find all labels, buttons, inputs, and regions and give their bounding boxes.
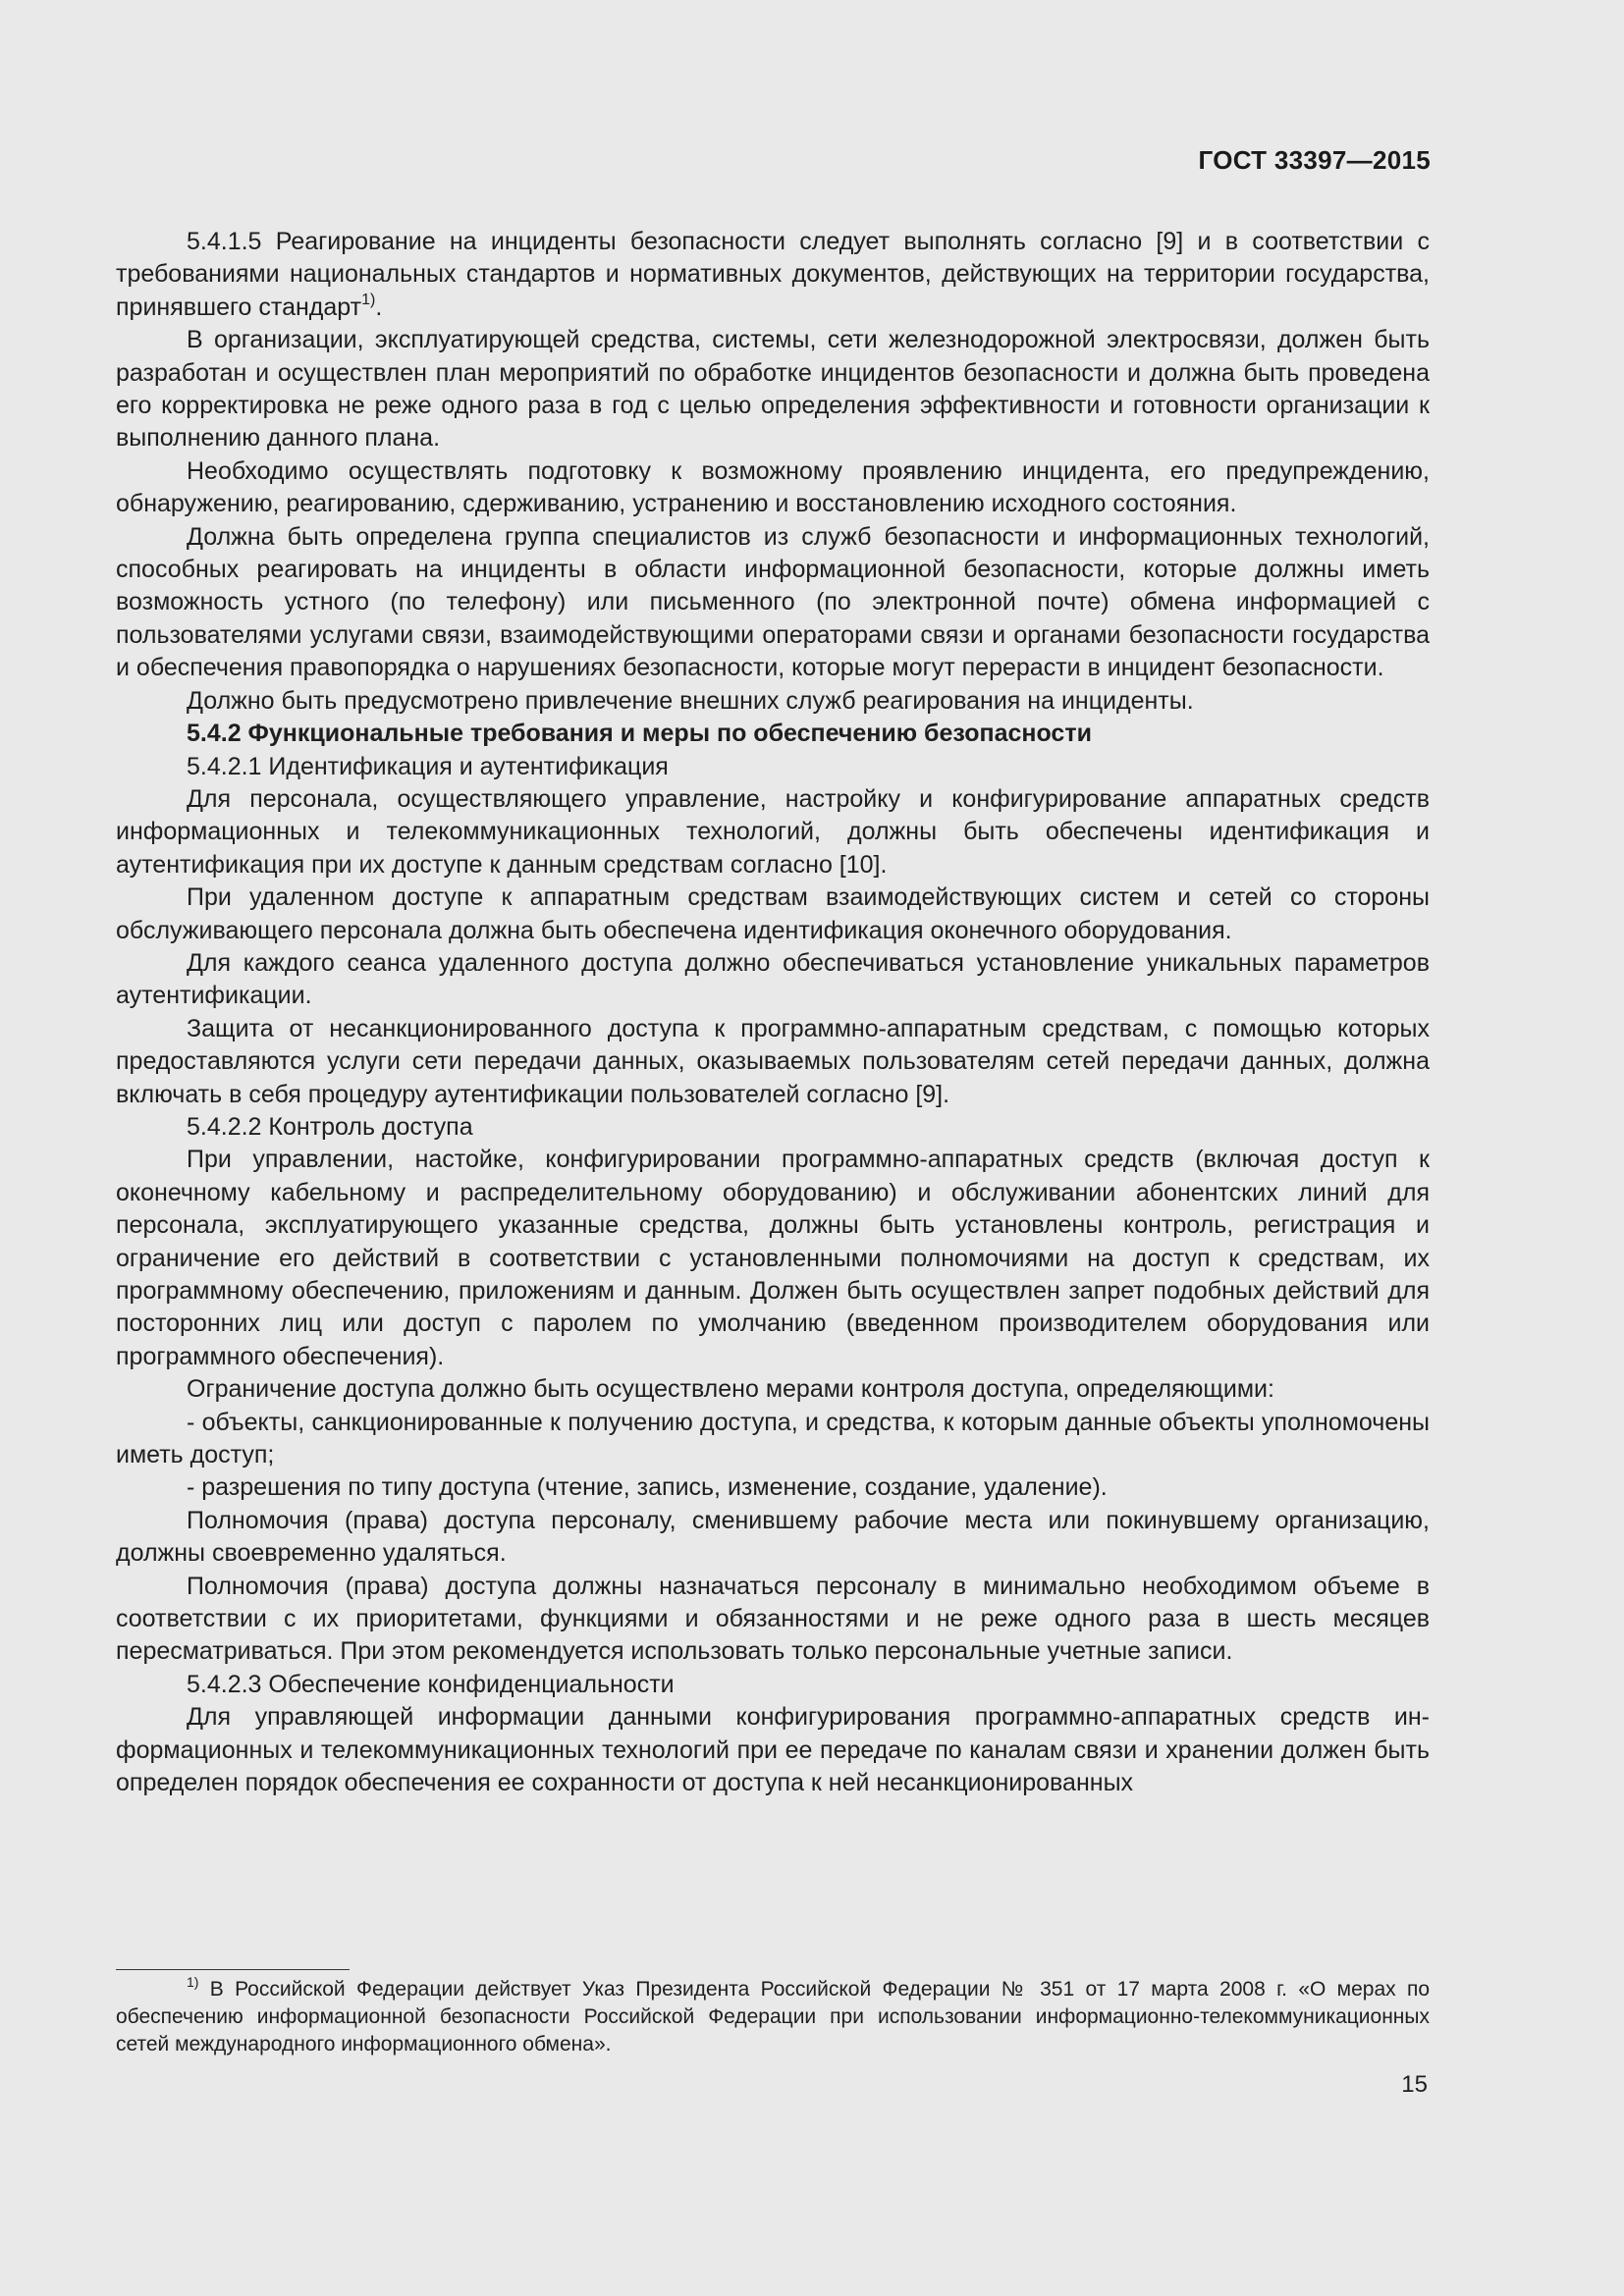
subsection-heading-5-4-2-2: 5.4.2.2 Контроль доступа	[187, 1112, 473, 1141]
paragraph: В организации, эксплуатирующей средства, системы, сети железнодорожной электросвязи, должен быть разработан и осуществлен план мероприятий по обработке инцидентов безопасности и должна быть проведена его корректировка не реже одного раза в год с целью определения эффективности и готовности организации к выполнению данного плана.	[116, 326, 1430, 453]
standard-header: ГОСТ 33397—2015	[1198, 145, 1431, 175]
footnote-text	[116, 1976, 1430, 2058]
subsection-heading-5-4-2-1: 5.4.2.1 Идентификация и аутентификация	[187, 752, 669, 780]
paragraph-end: .	[375, 293, 383, 321]
footnote-reference[interactable]: 1)	[361, 291, 376, 308]
footnote	[116, 1976, 1430, 2058]
footnote-divider	[116, 1969, 350, 1970]
section-heading-5-4-2: 5.4.2 Функциональные требования и меры по обеспечению безопасности	[187, 720, 1092, 748]
paragraph-5-4-1-5	[116, 226, 1430, 324]
paragraph: Полномочия (права) доступа должны назначаться персоналу в минимально необходимом объеме в соответствии с их приоритетами, функциями и обязанностями и не реже одного раза в шесть месяцев пересматриваться. При этом рекомендуется использовать только персональные учетные записи.	[116, 1572, 1430, 1666]
subsection-heading-5-4-2-3: 5.4.2.3 Обеспечение конфиденциальности	[187, 1670, 675, 1698]
paragraph: При удаленном доступе к аппаратным средствам взаимодействующих систем и сетей со стороны обслуживающего персонала должна быть обеспечена идентификация оконечного оборудования.	[116, 883, 1430, 944]
paragraph: Должно быть предусмотрено привлечение внешних служб реагирования на инциденты.	[187, 686, 1194, 715]
paragraph: Для управляющей информации данными конфигурирования программно-аппаратных средств информационных и телекоммуникационных технологий при ее передаче по каналам связи и хранении должен быть определен порядок обеспечения ее сохранности от доступа к ней несанкционированных	[116, 1703, 1430, 1797]
page-number: 15	[1401, 2071, 1428, 2098]
paragraph: Полномочия (права) доступа персоналу, сменившему рабочие места или покинувшему организацию, должны своевременно удаляться.	[116, 1506, 1430, 1568]
list-item: - разрешения по типу доступа (чтение, запись, изменение, создание, удаление).	[187, 1473, 1108, 1502]
paragraph: Должна быть определена группа специалистов из служб безопасности и информационных технологий, способных реагировать на инциденты в области информационной безопасности, которые должны иметь возможность устного (по телефону) или письменного (по электронной почте) обмена информацией с пользователями услугами связи, взаимодействующими операторами связи и органами безопасности государства и обеспечения правопорядка о нарушениях безопасности, которые могут перерасти в инцидент безопасности.	[116, 522, 1430, 682]
footnote-marker: 1)	[187, 1974, 199, 1990]
list-item: - объекты, санкционированные к получению доступа, и средства, к которым данные объекты уполномочены иметь доступ;	[116, 1408, 1430, 1469]
paragraph: Для каждого сеанса удаленного доступа должно обеспечиваться установление уникальных параметров аутентификации.	[116, 948, 1430, 1010]
main-text	[116, 226, 1430, 1800]
footnote-body: В Российской Федерации действует Указ Президента Российской Федерации № 351 от 17 марта 2008 г. «О мерах по обеспечению информационной безопасности Российской Федерации при использовании информационно-телекоммуникационных сетей международного информационного обмена».	[116, 1978, 1430, 2056]
paragraph: Защита от несанкционированного доступа к программно-аппаратным средствам, с помощью которых предоставляются услуги сети передачи данных, оказываемых пользователям сетей передачи данных, должна включать в себя процедуру аутентификации пользователей согласно [9].	[116, 1014, 1430, 1108]
paragraph: Ограничение доступа должно быть осуществлено мерами контроля доступа, определяющими:	[187, 1375, 1274, 1404]
paragraph: При управлении, настойке, конфигурировании программно-аппаратных средств (включая доступ к оконечному кабельному и распределительному оборудованию) и обслуживании абонентских линий для персонала, эксплуатирующего указанные средства, должны быть установлены контроль, регистрация и ограничение его действий в соответствии с установленными полномочиями на доступ к средствам, их программному обеспечению, приложениям и данным. Должен быть осуществлен запрет подобных действий для посторонних лиц или доступ с паролем по умолчанию (введенном производителем оборудования или программного обеспечения).	[116, 1146, 1430, 1370]
paragraph: Необходимо осуществлять подготовку к возможному проявлению инцидента, его предупреждению, обнаружению, реагированию, сдерживанию, устранению и восстановлению исходного состояния.	[116, 456, 1430, 518]
paragraph-text: 5.4.1.5 Реагирование на инциденты безопасности следует выполнять согласно [9] и в соответствии с требованиями национальных стандартов и нормативных документов, действующих на территории государства, принявшего стандарт	[116, 228, 1430, 321]
paragraph: Для персонала, осуществляющего управление, настройку и конфигурирование аппаратных средств информационных и телекоммуникационных технологий, должны быть обеспечены идентификация и аутентификация при их доступе к данным средствам согласно [10].	[116, 784, 1430, 879]
